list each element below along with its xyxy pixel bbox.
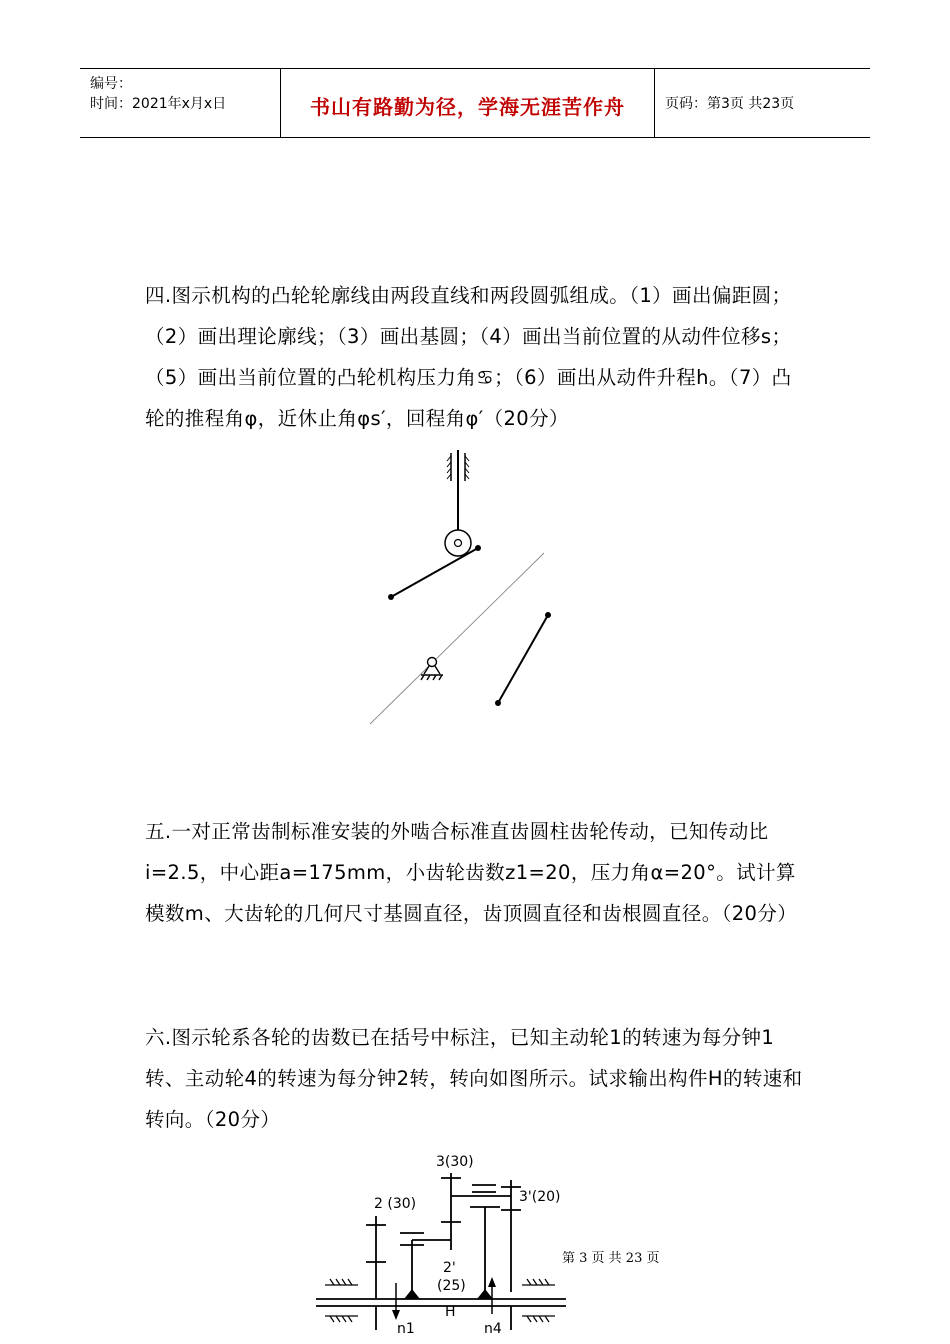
profile-point (495, 700, 501, 706)
problem-6 (145, 1017, 810, 1140)
cam-mechanism-figure (370, 450, 551, 724)
problem-5-text: 五.一对正常齿制标准安装的外啮合标准直齿圆柱齿轮传动，已知传动比i=2.5，中心距a=175mm，小齿轮齿数z1=20，压力角α=20°。试计算模数m、大齿轮的几何尺寸基圆直径，齿顶圆直径和齿根圆直径。（20分） (145, 820, 798, 925)
follower-roller (445, 530, 471, 556)
problem-6-text: 六.图示轮系各轮的齿数已在括号中标注，已知主动轮1的转速为每分钟1转、主动轮4的转速为每分钟2转，转向如图所示。试求输出构件H的转速和转向。（20分） (145, 1026, 803, 1131)
n4-label: n4 (484, 1321, 502, 1337)
time-label: 时间：2021年x月x日 (90, 96, 227, 112)
n1-label: n1 (397, 1321, 415, 1337)
cam-center-line (370, 553, 544, 724)
carrier-bearing (477, 1289, 493, 1299)
gear-2p-teeth-label: (25) (437, 1278, 466, 1294)
problem-5 (145, 811, 810, 934)
ground-support-icon (522, 1279, 555, 1322)
cam-profile-line-2 (498, 615, 548, 703)
carrier-bearing (404, 1289, 420, 1299)
page-footer: 第 3 页 共 23 页 (562, 1251, 660, 1266)
profile-point (388, 594, 394, 600)
cam-pivot-icon (421, 658, 443, 681)
gear-2-label: 2 (30) (374, 1196, 417, 1212)
gear-3p-label: 3'(20) (519, 1189, 561, 1205)
n1-arrow-down-icon (392, 1283, 400, 1320)
profile-point (545, 612, 551, 618)
problem-4-text: 四.图示机构的凸轮轮廓线由两段直线和两段圆弧组成。（1）画出偏距圆；（2）画出理论廓线；（3）画出基圆；（4）画出当前位置的从动件位移s；（5）画出当前位置的凸轮机构压力角♋；（6）画出从动件升程h。（7）凸轮的推程角φ，近休止角φs′，回程角φ′（20分） (145, 284, 792, 430)
profile-point (475, 545, 481, 551)
ground-support-icon (325, 1279, 358, 1322)
page-info: 页码：第3页 共23页 (665, 96, 795, 112)
carrier-label: H (445, 1304, 456, 1320)
gear-3-label: 3(30) (436, 1154, 474, 1170)
roller-pin (455, 540, 462, 547)
number-label: 编号： (90, 76, 132, 92)
gear-2p-label: 2' (443, 1260, 456, 1276)
cam-profile-line-1 (391, 548, 478, 597)
motto-text: 书山有路勤为径，学海无涯苦作舟 (310, 95, 625, 119)
